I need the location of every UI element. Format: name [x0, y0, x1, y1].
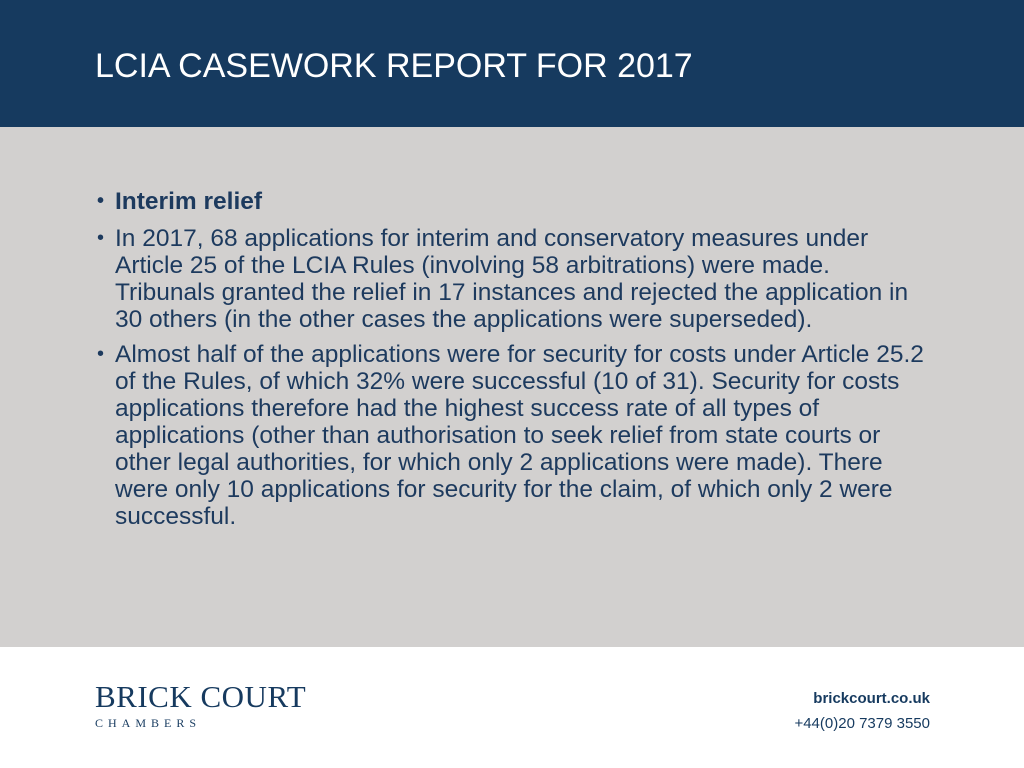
bullet-text: Interim relief [115, 188, 263, 215]
logo-main-text: BRICK COURT [95, 679, 307, 714]
brick-court-logo [95, 680, 306, 731]
footer [0, 647, 1024, 768]
bullet-text: In 2017, 68 applications for interim and conservatory measures under Article 25 of the LCIA Rules (involving 58 arbitrations) were made. Tribunals granted the relief in 17 instances and rejected the application in 30 others (in the other cases the applications were superseded). [115, 225, 909, 333]
bullet-icon: • [97, 190, 105, 212]
contact-info [794, 689, 930, 734]
slide-title: LCIA CASEWORK REPORT FOR 2017 [95, 47, 693, 85]
bullet-list [97, 188, 927, 538]
header-bar [0, 0, 1024, 127]
bullet-item-heading [97, 188, 927, 215]
bullet-item [97, 225, 927, 333]
bullet-item [97, 341, 927, 530]
bullet-icon: • [97, 343, 105, 365]
phone-number: +44(0)20 7379 3550 [794, 715, 930, 732]
content-panel [0, 127, 1024, 647]
website-link[interactable]: brickcourt.co.uk [813, 690, 930, 707]
bullet-text: Almost half of the applications were for security for costs under Article 25.2 of the Rules, of which 32% were successful (10 of 31). Security for costs applications therefore had the highest success rate of all types of applications (other than authorisation to seek relief from state courts or other legal authorities, for which only 2 applications were made). There were only 10 applications for security for the claim, of which only 2 were successful. [115, 341, 924, 530]
logo-sub-text: CHAMBERS [95, 716, 202, 730]
bullet-icon: • [97, 227, 105, 249]
